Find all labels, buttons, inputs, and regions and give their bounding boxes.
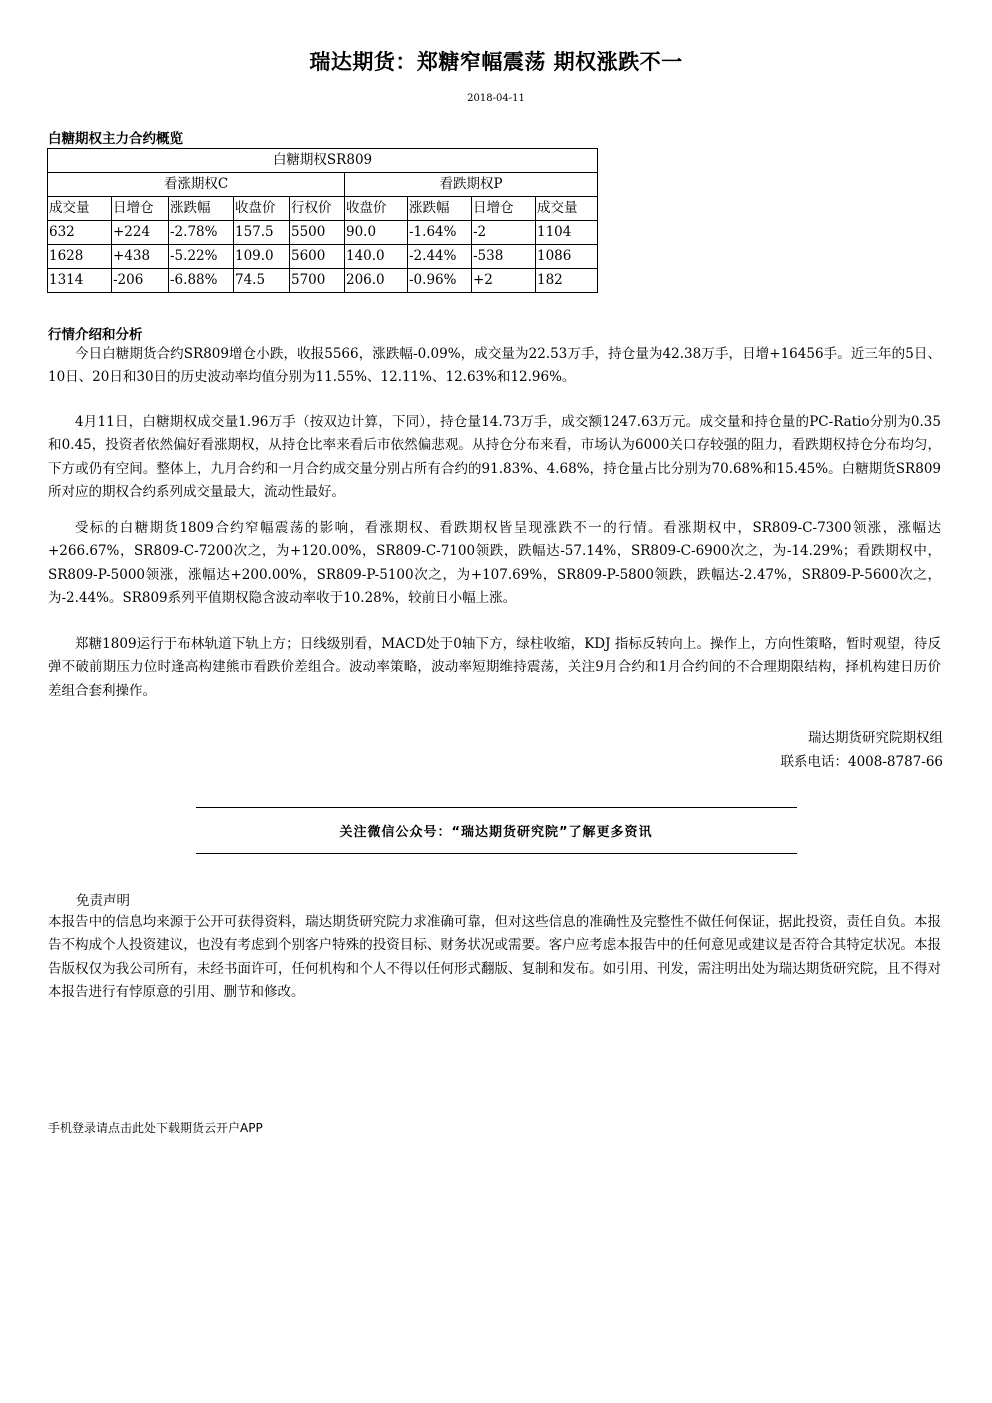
table-cell: 1628 <box>48 245 112 269</box>
put-group-header: 看跌期权P <box>345 173 598 197</box>
divider-bottom <box>196 853 797 854</box>
overview-heading: 白糖期权主力合约概览 <box>48 131 183 147</box>
column-header: 收盘价 <box>234 197 290 221</box>
app-download-link[interactable]: 手机登录请点击此处下载期货云开户APP <box>48 1121 263 1135</box>
analysis-paragraph-3: 受标的白糖期货1809合约窄幅震荡的影响，看涨期权、看跌期权皆呈现涨跌不一的行情。看涨期权中，SR809-C-7300领涨，涨幅达+266.67%，SR809-C-7200次之，为+120.00%，SR809-C-7100领跌，跌幅达-57.14%，SR809-C-6900次之，为-14.29%；看跌期权中，SR809-P-5000领涨，涨幅达+200.00%，SR809-P-5100次之，为+107.69%，SR809-P-5800领跌，跌幅达-2.47%，SR809-P-5600次之，为-2.44%。SR809系列平值期权隐含波动率收于10.28%，较前日小幅上涨。 <box>48 520 941 606</box>
table-cell: -538 <box>472 245 536 269</box>
column-header: 成交量 <box>48 197 112 221</box>
table-cell: -2 <box>472 221 536 245</box>
table-cell: 632 <box>48 221 112 245</box>
table-cell: +438 <box>112 245 169 269</box>
table-cell: -206 <box>112 269 169 293</box>
wechat-notice: 关注微信公众号：“瑞达期货研究院”了解更多资讯 <box>339 825 653 840</box>
page-title: 瑞达期货：郑糖窄幅震荡 期权涨跌不一 <box>309 50 683 74</box>
table-header-row <box>48 197 598 221</box>
analysis-paragraph <box>48 633 941 703</box>
analysis-paragraph <box>48 411 941 504</box>
table-cell: 5500 <box>290 221 345 245</box>
table-cell: -0.96% <box>408 269 472 293</box>
column-header: 成交量 <box>536 197 598 221</box>
signature-phone: 联系电话：4008-8787-66 <box>780 754 943 770</box>
call-group-header: 看涨期权C <box>48 173 345 197</box>
disclaimer-text: 本报告中的信息均来源于公开可获得资料，瑞达期货研究院力求准确可靠，但对这些信息的准确性及完整性不做任何保证，据此投资，责任自负。本报告不构成个人投资建议，也没有考虑到个别客户特殊的投资目标、财务状况或需要。客户应考虑本报告中的任何意见或建议是否符合其特定状况。本报告版权仅为我公司所有，未经书面许可，任何机构和个人不得以任何形式翻版、复制和发布。如引用、刊发，需注明出处为瑞达期货研究院，且不得对本报告进行有悖原意的引用、删节和修改。 <box>48 914 941 1000</box>
table-cell: 109.0 <box>234 245 290 269</box>
table-row <box>48 245 598 269</box>
table-cell: 182 <box>536 269 598 293</box>
analysis-paragraph-1: 今日白糖期货合约SR809增仓小跌，收报5566，涨跌幅-0.09%，成交量为22.53万手，持仓量为42.38万手，日增+16456手。近三年的5日、10日、20日和30日的历史波动率均值分别为11.55%、12.11%、12.63%和12.96%。 <box>48 346 941 386</box>
options-overview-table <box>47 148 598 293</box>
table-cell: 157.5 <box>234 221 290 245</box>
column-header: 日增仓 <box>472 197 536 221</box>
table-cell: -6.88% <box>169 269 234 293</box>
table-cell: 140.0 <box>345 245 408 269</box>
table-cell: 1086 <box>536 245 598 269</box>
table-cell: 1314 <box>48 269 112 293</box>
table-cell: -1.64% <box>408 221 472 245</box>
table-row <box>48 269 598 293</box>
table-cell: 90.0 <box>345 221 408 245</box>
table-cell: -5.22% <box>169 245 234 269</box>
table-cell: 1104 <box>536 221 598 245</box>
signature-org: 瑞达期货研究院期权组 <box>808 730 943 746</box>
column-header: 涨跌幅 <box>169 197 234 221</box>
table-cell: +224 <box>112 221 169 245</box>
table-cell: 74.5 <box>234 269 290 293</box>
disclaimer-title: 免责声明 <box>76 893 130 909</box>
table-cell: -2.78% <box>169 221 234 245</box>
analysis-paragraph <box>48 517 941 610</box>
publish-date: 2018-04-11 <box>467 93 525 104</box>
table-cell: +2 <box>472 269 536 293</box>
analysis-paragraph <box>48 343 941 390</box>
column-header: 日增仓 <box>112 197 169 221</box>
analysis-paragraph-2: 4月11日，白糖期权成交量1.96万手（按双边计算，下同），持仓量14.73万手，成交额1247.63万元。成交量和持仓量的PC-Ratio分别为0.35和0.45，投资者依然偏好看涨期权，从持仓比率来看后市依然偏悲观。从持仓分布来看，市场认为6000关口存较强的阻力，看跌期权持仓分布均匀，下方或仍有空间。整体上，九月合约和一月合约成交量分别占所有合约的91.83%、4.68%，持仓量占比分别为70.68%和15.45%。白糖期货SR809所对应的期权合约系列成交量最大，流动性最好。 <box>48 414 941 500</box>
table-cell: 206.0 <box>345 269 408 293</box>
table-cell: 5600 <box>290 245 345 269</box>
analysis-heading: 行情介绍和分析 <box>48 327 143 343</box>
column-header: 收盘价 <box>345 197 408 221</box>
column-header: 行权价 <box>290 197 345 221</box>
table-title-row <box>48 149 598 173</box>
column-header: 涨跌幅 <box>408 197 472 221</box>
divider-top <box>196 807 797 808</box>
table-cell: 5700 <box>290 269 345 293</box>
table-group-row <box>48 173 598 197</box>
analysis-paragraph-4: 郑糖1809运行于布林轨道下轨上方；日线级别看，MACD处于0轴下方，绿柱收缩，KDJ 指标反转向上。操作上，方向性策略，暂时观望，待反弹不破前期压力位时逢高构建熊市看跌价差组合。波动率策略，波动率短期维持震荡，关注9月合约和1月合约间的不合理期限结构，择机构建日历价差组合套利操作。 <box>48 636 941 699</box>
table-row <box>48 221 598 245</box>
table-cell: -2.44% <box>408 245 472 269</box>
table-title: 白糖期权SR809 <box>48 149 598 173</box>
